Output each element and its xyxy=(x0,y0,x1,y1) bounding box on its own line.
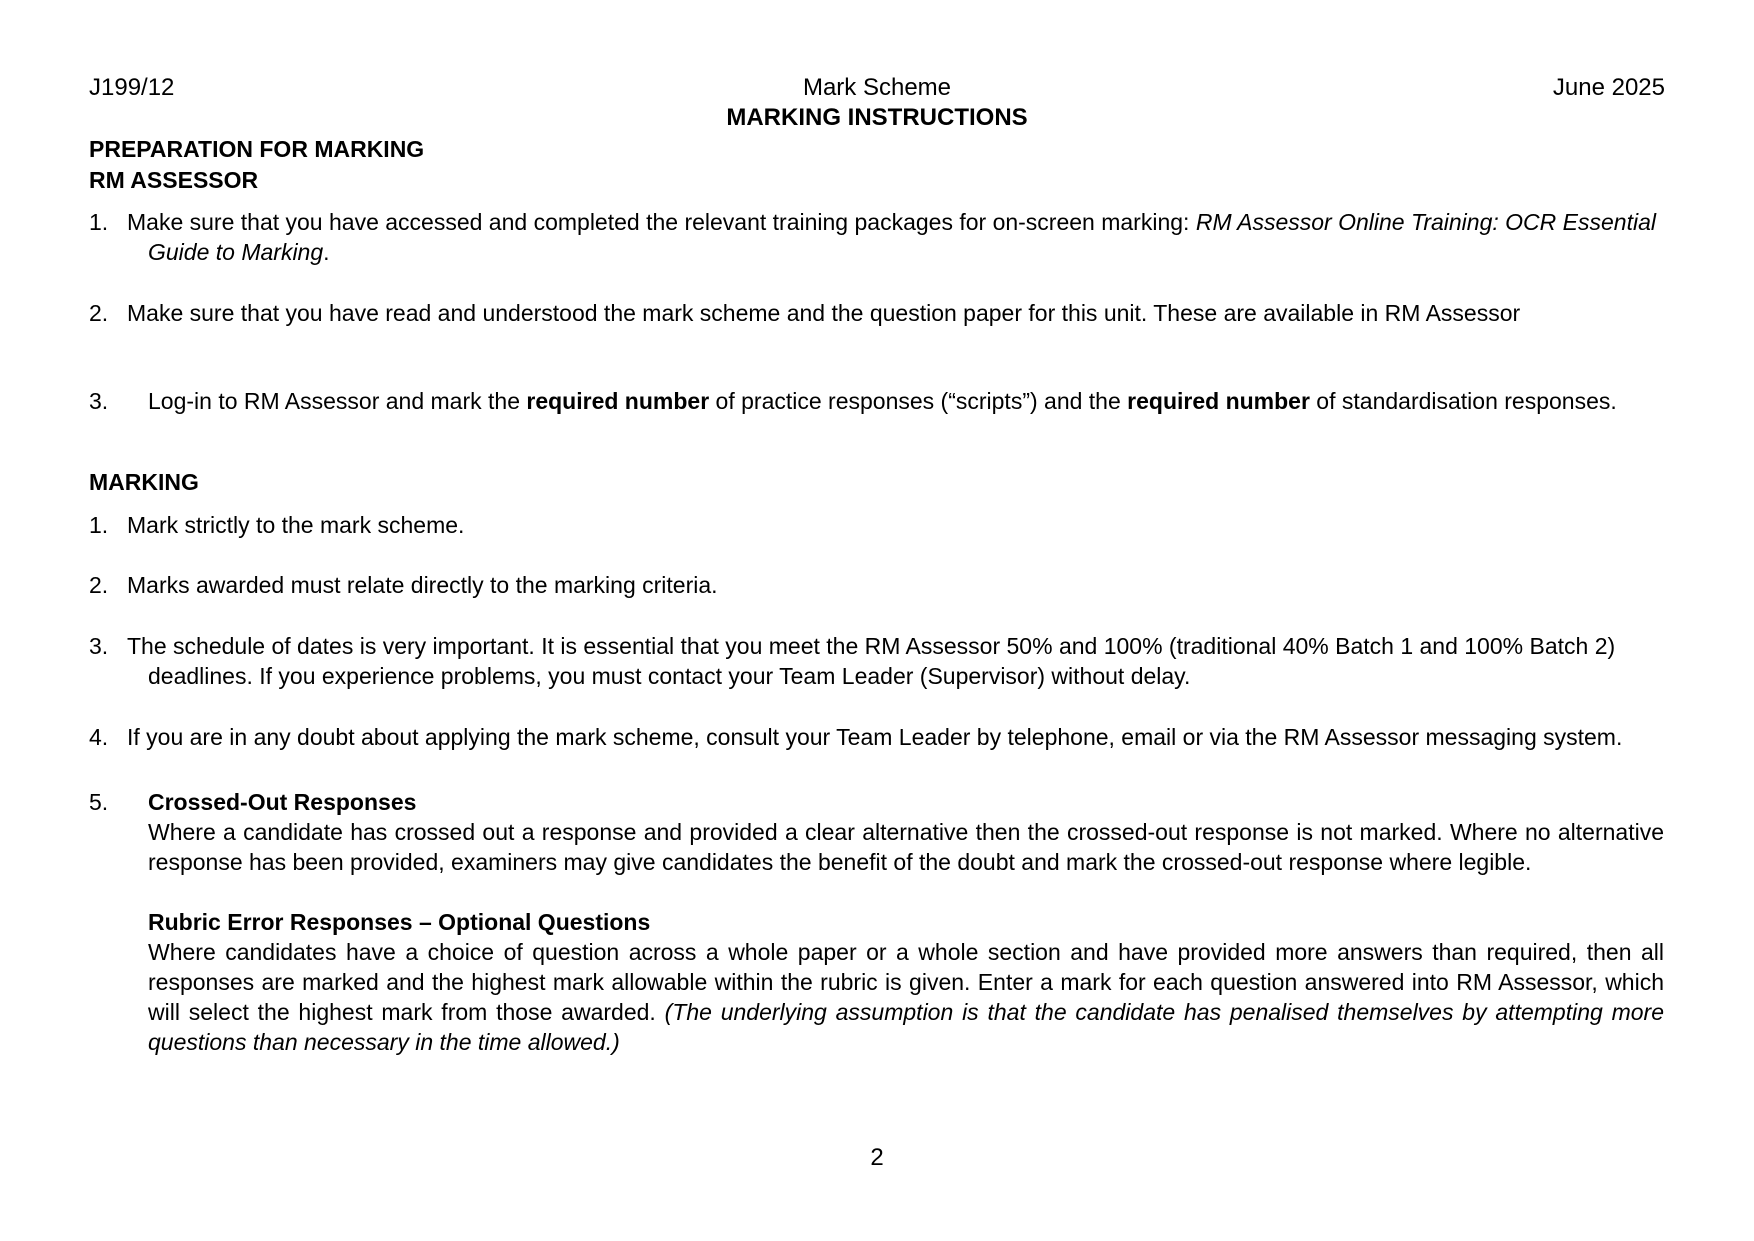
crossed-out-heading: Crossed-Out Responses xyxy=(148,789,417,815)
list-item-text xyxy=(89,386,1664,416)
emphasis-bold: required number xyxy=(526,388,710,414)
preparation-item-2 xyxy=(89,298,1664,328)
crossed-out-text: Where a candidate has crossed out a response and provided a clear alternative then the crossed-out response is not marked. Where no alternative response has been provided, examiners may give candidates the benefit of the doubt and mark the crossed-out response where legible. xyxy=(148,819,1664,875)
list-item-text xyxy=(89,207,1664,237)
item-text-end: . xyxy=(323,239,330,265)
item-text-plain: of practice responses (“scripts”) and the xyxy=(709,388,1128,414)
list-item-text: Marks awarded must relate directly to the marking criteria. xyxy=(127,572,718,598)
list-number: 4. xyxy=(89,724,109,750)
list-number: 3. xyxy=(89,388,109,414)
training-title-italic: RM Assessor Online Training: OCR Essential xyxy=(1195,209,1656,235)
marking-heading: MARKING xyxy=(89,469,199,495)
item-text-plain: Log-in to RM Assessor and mark the xyxy=(148,388,527,414)
rubric-text-plain: Where candidates have a choice of question across a whole paper or a whole section and have provided more answers than required, then all responses are marked and the highest mark allowable within the rubric is given. Enter a mark for each question answered into RM Assessor, which will select the highest mark from those awarded. xyxy=(148,939,1664,1025)
marking-item-4 xyxy=(89,722,1664,752)
training-title-italic-cont: Guide to Marking xyxy=(148,239,324,265)
list-item-text: If you are in any doubt about applying the mark scheme, consult your Team Leader by telephone, email or via the RM Assessor messaging system. xyxy=(127,724,1623,750)
list-item-text: The schedule of dates is very important. It is essential that you meet the RM Assessor 50% and 100% (traditional 40% Batch 1 and 100% Batch 2) xyxy=(127,633,1616,659)
list-item-text: Make sure that you have read and understood the mark scheme and the question paper for this unit. These are available in RM Assessor xyxy=(127,300,1521,326)
rubric-error-text xyxy=(89,937,1664,1057)
rubric-text-italic: (The underlying assumption is that the candidate has penalised themselves by attempting more questions than necessary in the time allowed.) xyxy=(148,999,1664,1055)
preparation-item-1 xyxy=(89,207,1664,267)
list-number: 1. xyxy=(89,209,109,235)
marking-item-3 xyxy=(89,631,1664,691)
rubric-error-heading: Rubric Error Responses – Optional Questions xyxy=(148,909,651,935)
item-text-plain: Make sure that you have accessed and completed the relevant training packages for on-screen marking: xyxy=(127,209,1196,235)
list-item-text: Mark strictly to the mark scheme. xyxy=(127,512,465,538)
emphasis-bold: required number xyxy=(1127,388,1310,414)
list-number: 2. xyxy=(89,572,109,598)
list-number: 5. xyxy=(89,789,109,815)
page-title: MARKING INSTRUCTIONS xyxy=(726,104,1028,131)
page-number: 2 xyxy=(870,1144,884,1171)
item-text-plain: of standardisation responses. xyxy=(1309,388,1617,414)
list-item-continuation: deadlines. If you experience problems, you must contact your Team Leader (Supervisor) without delay. xyxy=(148,663,1191,689)
list-number: 3. xyxy=(89,633,109,659)
marking-item-2 xyxy=(89,570,1664,600)
exam-session: June 2025 xyxy=(1552,74,1665,101)
rm-assessor-heading: RM ASSESSOR xyxy=(89,167,259,193)
preparation-item-3 xyxy=(89,386,1664,416)
list-item-continuation xyxy=(89,237,1664,267)
marking-item-1 xyxy=(89,510,1664,540)
document-type: Mark Scheme xyxy=(802,74,952,101)
paper-code: J199/12 xyxy=(89,74,175,101)
marking-item-5 xyxy=(89,787,1664,1057)
preparation-heading: PREPARATION FOR MARKING xyxy=(89,136,425,162)
list-number: 2. xyxy=(89,300,109,326)
list-number: 1. xyxy=(89,512,109,538)
